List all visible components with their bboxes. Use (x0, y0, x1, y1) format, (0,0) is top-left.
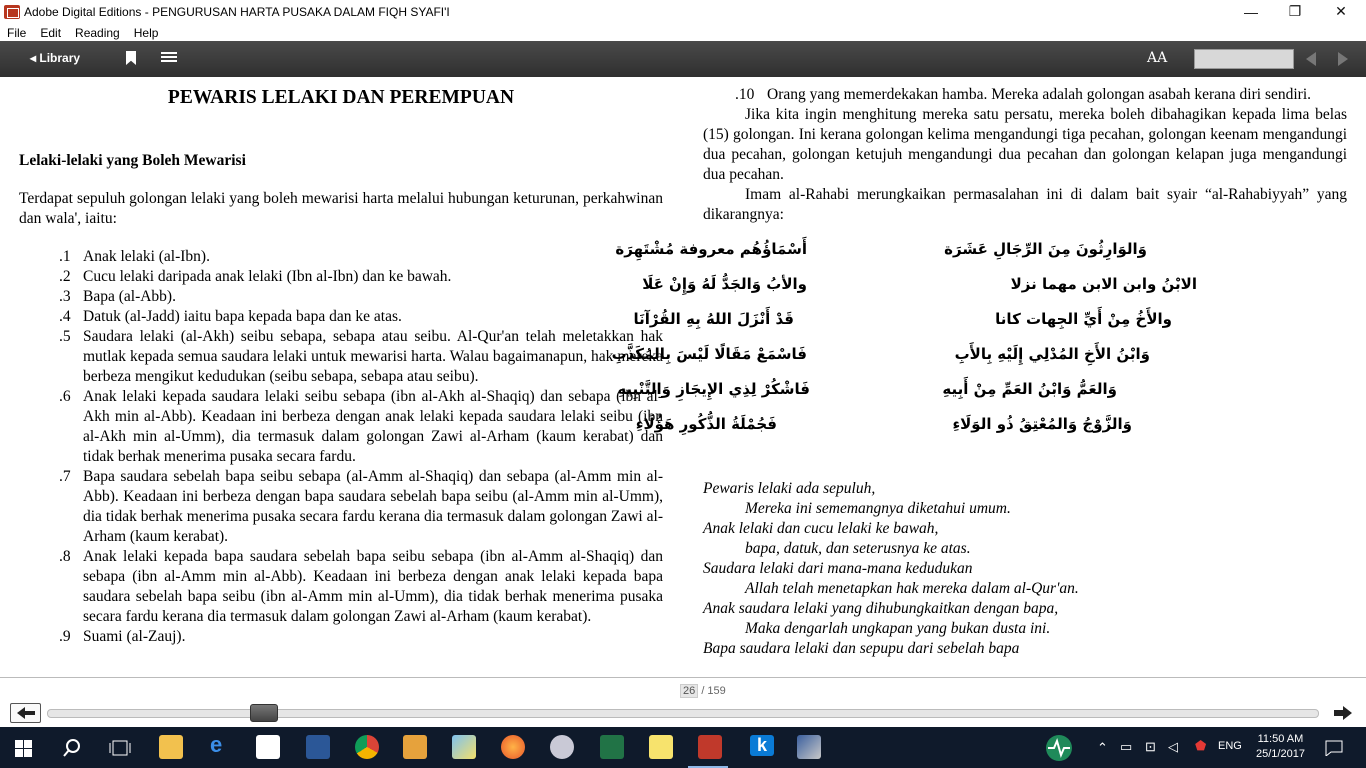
intro-paragraph: Terdapat sepuluh golongan lelaki yang boleh mewarisi harta melalui hubungan keturunan, perkahwinan dan wala', iaitu: (19, 190, 663, 227)
menu-file[interactable]: File (7, 26, 27, 40)
font-size-button[interactable]: AA (1147, 50, 1168, 66)
clock-date: 25/1/2017 (1256, 748, 1305, 760)
poem-line: Allah telah menetapkan hak mereka dalam al-Qur'an. (745, 580, 1079, 597)
arabic-verse: الابْنُ وابن الابن مهما نزلا (1010, 275, 1197, 293)
list-item: .9 Suami (al-Zauj). (59, 628, 186, 645)
arrow-right-icon (1334, 706, 1352, 720)
clock-time: 11:50 AM (1257, 733, 1304, 745)
previous-page-button[interactable] (10, 703, 41, 723)
minimize-button[interactable]: — (1244, 3, 1258, 20)
next-page-icon[interactable] (1338, 52, 1348, 66)
poem-line: Anak lelaki dan cucu lelaki ke bawah, (703, 520, 939, 537)
word-icon[interactable] (306, 735, 330, 759)
edge-browser-icon[interactable]: e (210, 732, 223, 757)
adobe-digital-editions-icon[interactable] (698, 735, 722, 759)
list-item: .5 Saudara lelaki (al-Akh) seibu sebapa, sebapa atau seibu. Al-Qur'an telah meletakkan hak mutlak kepada semua saudara lelaki untuk mewarisi harta. Walau bagaimanapun, hak mereka berbeza mengikut kedudukan (seibu sebapa, sebapa atau seibu). (59, 328, 663, 385)
windows-taskbar (0, 727, 1366, 768)
list-item: .6 Anak lelaki kepada saudara lelaki seibu sebapa (ibn al-Akh al-Shaqiq) dan sebapa (ibn al-Akh min al-Abb). Keadaan ini berbeza dengan anak lelaki kepada saudara lelaki seibu (ibn al-Akh min al-Umm), dia termasuk dalam golongan Zawi al-Arham (kaum kerabat) dan tidak berhak menerima pusaka secara fardu. (59, 388, 663, 465)
list-item: .1 Anak lelaki (al-Ibn). (59, 248, 210, 265)
paint-icon[interactable] (452, 735, 476, 759)
poem-line: Pewaris lelaki ada sepuluh, (703, 480, 876, 497)
poem-translation (703, 479, 1347, 659)
maximize-button[interactable]: ❐ (1288, 3, 1302, 19)
page-navigation-footer (0, 677, 1366, 727)
list-item: .7 Bapa saudara sebelah bapa seibu sebapa (al-Amm al-Shaqiq) dan sebapa (al-Amm min al-Abb). Keadaan ini berbeza dengan bapa saudara sebelah bapa seibu (al-Amm min al-Umm), dia tidak berhak menerima pusaka secara fardu kerana dia termasuk dalam golongan Zawi al-Arham (kaum kerabat). (59, 468, 663, 545)
arabic-verse: والأبُ وَالجَدُّ لَهُ وَإِنْ عَلَا (642, 275, 807, 293)
arabic-verse: أَسْمَاؤُهُم معروفة مُشْتَهِرَة (615, 240, 807, 258)
activity-monitor-icon[interactable] (1043, 734, 1075, 762)
store-icon[interactable] (256, 735, 280, 759)
poem-line: Mereka ini sememangnya diketahui umum. (745, 500, 1011, 517)
arabic-verse: وَابْنُ الأَخِ المُدْلِي إِلَيْهِ بِالأَبِ (954, 345, 1150, 363)
progress-slider-thumb[interactable] (250, 704, 278, 722)
title-bar (0, 0, 1366, 23)
task-view-icon[interactable] (109, 740, 131, 756)
bookmark-icon[interactable] (126, 51, 136, 65)
media-player-icon[interactable] (403, 735, 427, 759)
poem-line: Saudara lelaki dari mana-mana kedudukan (703, 560, 973, 577)
app-icon (4, 5, 20, 19)
arabic-verse: والأَخُ مِنْ أَيِّ الجِهات كانا (995, 310, 1172, 328)
list-item: .2 Cucu lelaki daripada anak lelaki (Ibn al-Ibn) dan ke bawah. (59, 268, 452, 285)
current-page-number[interactable]: 26 (680, 684, 698, 698)
list-item: .8 Anak lelaki kepada bapa saudara sebelah bapa seibu sebapa (ibn al-Amm al-Shaqiq) dan sebapa (ibn al-Amm min al-Abb). Keadaan ini berbeza dengan anak lelaki kepada bapa saudara sebelah bapa seibu (ibn al-Amm min al-Umm), dia tidak berhak menerima pusaka secara fardu kerana dia termasuk dalam golongan Zawi al-Arham (kaum kerabat). (59, 548, 663, 625)
arabic-verse: فَاسْمَعْ مَقَالًا لَيْسَ بِالمُكَذَّبِ (611, 345, 807, 363)
chrome-icon[interactable] (355, 735, 379, 759)
menu-reading[interactable]: Reading (75, 26, 120, 40)
left-page (19, 85, 663, 647)
poem-line: Bapa saudara lelaki dan sepupu dari sebelah bapa (703, 640, 1020, 657)
menu-help[interactable]: Help (133, 26, 159, 40)
chevron-up-icon[interactable]: ⌃ (1097, 740, 1108, 755)
notifications-icon[interactable] (1325, 740, 1343, 756)
close-button[interactable]: ✕ (1335, 3, 1347, 19)
list-item: .10 Orang yang memerdekakan hamba. Mereka adalah golongan asabah kerana diri sendiri. (735, 86, 1311, 103)
arabic-verse: قَدْ أَنْزَلَ اللهُ بِهِ القُرْآنَا (633, 310, 794, 328)
table-of-contents-icon[interactable] (161, 52, 177, 64)
network-icon[interactable]: ⊡ (1145, 739, 1156, 754)
poem-line: Anak saudara lelaki yang dihubungkaitkan dengan bapa, (703, 600, 1059, 617)
search-icon[interactable] (63, 739, 81, 757)
page-heading: PEWARIS LELAKI DAN PEREMPUAN (167, 87, 515, 108)
next-page-button[interactable] (1327, 703, 1358, 723)
poem-line: bapa, datuk, dan seterusnya ke atas. (745, 540, 971, 557)
sticky-notes-icon[interactable] (649, 735, 673, 759)
count-paragraph: Jika kita ingin menghitung mereka satu persatu, mereka boleh dibahagikan kepada lima belas (15) golongan. Ini kerana golongan kelima mengandungi tiga pecahan, golongan keenam mengandungi dua pecahan, golongan ketujuh mengandungi dua pecahan dan golongan kelapan juga mengandungi dua pecahan. (703, 106, 1347, 183)
language-indicator[interactable]: ENG (1218, 740, 1242, 752)
clock[interactable] (1256, 732, 1305, 762)
tool-app-icon[interactable] (797, 735, 821, 759)
right-page (611, 85, 1347, 659)
heir-list (19, 247, 663, 647)
library-button[interactable]: ◂ Library (30, 51, 81, 65)
total-pages: / 159 (701, 685, 726, 697)
snipping-tool-icon[interactable] (550, 735, 574, 759)
previous-page-icon[interactable] (1306, 52, 1316, 66)
rahabi-paragraph: Imam al-Rahabi merungkaikan permasalahan ini di dalam bait syair “al-Rahabiyyah” yang dikarangnya: (703, 186, 1347, 223)
menu-edit[interactable]: Edit (40, 26, 62, 40)
windows-start-icon[interactable] (15, 740, 32, 757)
arabic-verses (611, 239, 1347, 459)
firefox-icon[interactable] (501, 735, 525, 759)
window-title: Adobe Digital Editions - PENGURUSAN HARTA PUSAKA DALAM FIQH SYAFI'I (24, 4, 450, 19)
arabic-verse: فَجُمْلَةُ الذُّكُورِ هَؤُلَاءِ (635, 415, 777, 433)
security-shield-icon[interactable]: ⬟ (1195, 738, 1207, 753)
progress-track[interactable] (47, 709, 1319, 718)
list-item: .4 Datuk (al-Jadd) iaitu bapa kepada bapa dan ke atas. (59, 308, 402, 325)
kindle-icon[interactable]: k (750, 735, 774, 756)
file-explorer-icon[interactable] (159, 735, 183, 759)
arabic-verse: وَالزَّوْجُ وَالمُعْتِقُ ذُو الوَلَاءِ (952, 415, 1132, 433)
page-indicator (680, 684, 726, 698)
section-subheading: Lelaki-lelaki yang Boleh Mewarisi (19, 152, 246, 169)
arabic-verse: وَالوَارِثُونَ مِنَ الرِّجَالِ عَشَرَة (944, 240, 1147, 258)
menu-bar (0, 23, 1366, 43)
search-input[interactable] (1194, 49, 1294, 69)
poem-line: Maka dengarlah ungkapan yang bukan dusta ini. (745, 620, 1051, 637)
arabic-verse: فَاشْكُرْ لِذِي الإِيجَازِ وَالتَّنْبِيهِ (617, 380, 810, 398)
battery-icon[interactable]: ▭ (1120, 739, 1133, 754)
volume-icon[interactable]: ◁ (1168, 739, 1178, 754)
book-content (0, 77, 1366, 677)
arrow-left-icon (17, 707, 35, 719)
reader-toolbar (0, 41, 1366, 77)
excel-icon[interactable] (600, 735, 624, 759)
arabic-verse: وَالعَمُّ وَابْنُ العَمِّ مِنْ أَبِيهِ (942, 380, 1117, 398)
list-item: .3 Bapa (al-Abb). (59, 288, 176, 305)
